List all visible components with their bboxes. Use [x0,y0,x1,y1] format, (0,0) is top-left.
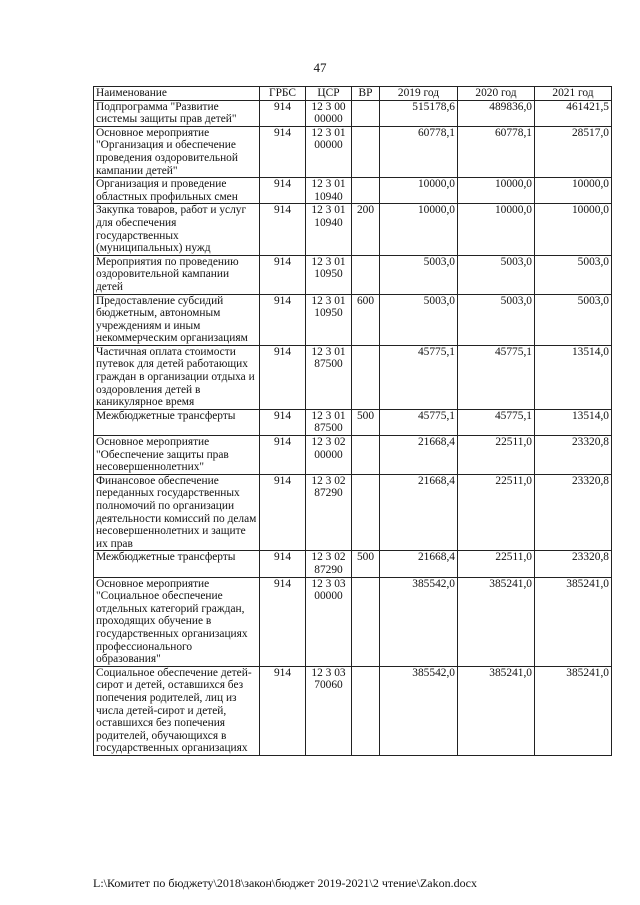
table-row [94,551,612,577]
cell-csr: 12 3 00 00000 [306,100,352,126]
cell-csr: 12 3 02 00000 [306,436,352,475]
cell-2020: 489836,0 [458,100,535,126]
cell-2019: 60778,1 [380,126,458,177]
cell-name: Межбюджетные трансферты [94,551,260,577]
cell-grbs: 914 [260,345,306,409]
cell-csr: 12 3 01 10950 [306,294,352,345]
cell-vr: 500 [352,409,380,435]
cell-vr [352,577,380,666]
cell-2020: 45775,1 [458,345,535,409]
cell-2019: 385542,0 [380,666,458,755]
table-row [94,409,612,435]
cell-grbs: 914 [260,178,306,204]
cell-grbs: 914 [260,409,306,435]
cell-2021: 461421,5 [535,100,612,126]
cell-2021: 28517,0 [535,126,612,177]
cell-2019: 10000,0 [380,204,458,255]
header-2021: 2021 год [535,87,612,101]
cell-grbs: 914 [260,204,306,255]
header-2020: 2020 год [458,87,535,101]
cell-csr: 12 3 01 87500 [306,345,352,409]
cell-2021: 23320,8 [535,551,612,577]
page-number: 47 [313,60,327,75]
cell-grbs: 914 [260,436,306,475]
budget-table [93,86,612,756]
cell-vr [352,178,380,204]
cell-vr [352,474,380,551]
cell-vr: 500 [352,551,380,577]
cell-2019: 45775,1 [380,409,458,435]
cell-name: Организация и проведение областных профильных смен [94,178,260,204]
cell-name: Частичная оплата стоимости путевок для детей работающих граждан в организации отдыха и оздоровления детей в каникулярное время [94,345,260,409]
cell-2020: 22511,0 [458,436,535,475]
cell-2020: 22511,0 [458,551,535,577]
cell-vr: 600 [352,294,380,345]
cell-2020: 22511,0 [458,474,535,551]
cell-2020: 5003,0 [458,255,535,294]
cell-2019: 10000,0 [380,178,458,204]
cell-csr: 12 3 02 87290 [306,474,352,551]
cell-2021: 5003,0 [535,255,612,294]
header-grbs: ГРБС [260,87,306,101]
cell-vr [352,255,380,294]
cell-vr [352,345,380,409]
cell-grbs: 914 [260,255,306,294]
table-row [94,204,612,255]
cell-2021: 385241,0 [535,666,612,755]
cell-vr [352,666,380,755]
table-row [94,474,612,551]
cell-grbs: 914 [260,474,306,551]
cell-grbs: 914 [260,100,306,126]
cell-2019: 21668,4 [380,436,458,475]
header-name: Наименование [94,87,260,101]
cell-name: Основное мероприятие "Социальное обеспечение отдельных категорий граждан, проходящих обучение в государственных организациях профессионального образования" [94,577,260,666]
cell-grbs: 914 [260,551,306,577]
header-2019: 2019 год [380,87,458,101]
table-row [94,436,612,475]
cell-vr [352,436,380,475]
file-path-footer: L:\Комитет по бюджету\2018\закон\бюджет 2019-2021\2 чтение\Zakon.docx [93,876,477,890]
cell-2019: 21668,4 [380,474,458,551]
table-header-row [94,87,612,101]
cell-csr: 12 3 03 70060 [306,666,352,755]
cell-csr: 12 3 01 10940 [306,178,352,204]
cell-name: Закупка товаров, работ и услуг для обеспечения государственных (муниципальных) нужд [94,204,260,255]
cell-csr: 12 3 01 00000 [306,126,352,177]
cell-2021: 13514,0 [535,345,612,409]
cell-name: Финансовое обеспечение переданных государственных полномочий по организации деятельности комиссий по делам несовершеннолетних и защите их прав [94,474,260,551]
cell-name: Основное мероприятие "Организация и обеспечение проведения оздоровительной кампании детей" [94,126,260,177]
cell-grbs: 914 [260,666,306,755]
cell-2020: 45775,1 [458,409,535,435]
cell-2019: 45775,1 [380,345,458,409]
cell-vr [352,126,380,177]
cell-2021: 10000,0 [535,178,612,204]
cell-csr: 12 3 03 00000 [306,577,352,666]
table-row [94,126,612,177]
table-row [94,294,612,345]
cell-2020: 10000,0 [458,204,535,255]
cell-2020: 10000,0 [458,178,535,204]
cell-2021: 5003,0 [535,294,612,345]
cell-2020: 385241,0 [458,666,535,755]
cell-2019: 5003,0 [380,294,458,345]
cell-name: Мероприятия по проведению оздоровительной кампании детей [94,255,260,294]
header-csr: ЦСР [306,87,352,101]
cell-csr: 12 3 01 87500 [306,409,352,435]
cell-name: Подпрограмма "Развитие системы защиты прав детей" [94,100,260,126]
cell-2019: 515178,6 [380,100,458,126]
table-row [94,100,612,126]
table-row [94,666,612,755]
cell-name: Основное мероприятие "Обеспечение защиты прав несовершеннолетних" [94,436,260,475]
cell-grbs: 914 [260,577,306,666]
cell-2020: 60778,1 [458,126,535,177]
cell-csr: 12 3 01 10940 [306,204,352,255]
cell-name: Межбюджетные трансферты [94,409,260,435]
cell-2021: 385241,0 [535,577,612,666]
cell-2020: 385241,0 [458,577,535,666]
cell-csr: 12 3 02 87290 [306,551,352,577]
cell-2021: 23320,8 [535,436,612,475]
table-row [94,255,612,294]
cell-2021: 10000,0 [535,204,612,255]
cell-vr: 200 [352,204,380,255]
table-row [94,178,612,204]
cell-2019: 385542,0 [380,577,458,666]
cell-vr [352,100,380,126]
cell-grbs: 914 [260,294,306,345]
table-row [94,345,612,409]
cell-2021: 13514,0 [535,409,612,435]
cell-name: Социальное обеспечение детей-сирот и детей, оставшихся без попечения родителей, лиц из числа детей-сирот и детей, оставшихся без попечения родителей, обучающихся в государственных организациях [94,666,260,755]
cell-2020: 5003,0 [458,294,535,345]
table-row [94,577,612,666]
cell-grbs: 914 [260,126,306,177]
cell-name: Предоставление субсидий бюджетным, автономным учреждениям и иным некоммерческим организациям [94,294,260,345]
header-vr: ВР [352,87,380,101]
cell-csr: 12 3 01 10950 [306,255,352,294]
cell-2019: 21668,4 [380,551,458,577]
cell-2021: 23320,8 [535,474,612,551]
cell-2019: 5003,0 [380,255,458,294]
